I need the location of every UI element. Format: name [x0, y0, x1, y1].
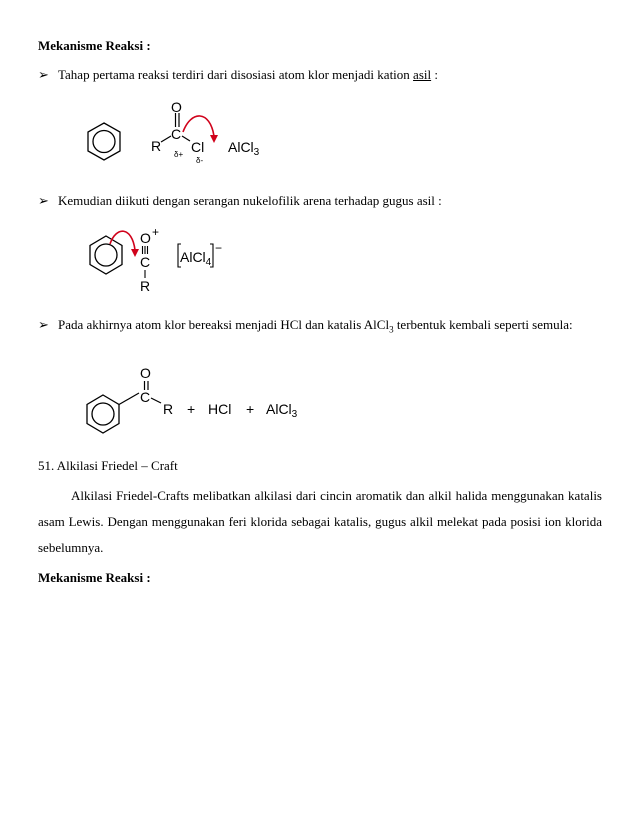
- scheme2-R: R: [140, 278, 151, 294]
- step3-suffix: terbentuk kembali seperti semula:: [393, 317, 573, 332]
- bullet-step-2: [38, 193, 442, 209]
- step1-suffix: :: [431, 67, 438, 82]
- benzene-ring-icon: [87, 395, 119, 433]
- section-title-51: 51. Alkilasi Friedel – Craft: [38, 458, 178, 473]
- paragraph-alkilasi: Alkilasi Friedel-Crafts melibatkan alkilasi dari cincin aromatik dan alkil halida menggunakan katalis asam Lewis. Dengan menggunakan feri klorida sebagai katalis, gugus alkil melekat pada posisi ion klorida sebelumnya.: [38, 488, 602, 555]
- scheme3-O: O: [140, 365, 151, 381]
- benzene-ring-icon: [88, 123, 120, 160]
- scheme-acyl-chloride-dissociation: [70, 96, 280, 176]
- step2-text: Kemudian diikuti dengan serangan nukelofilik arena terhadap gugus asil :: [58, 193, 442, 208]
- benzene-ring-icon: [90, 236, 122, 274]
- step3-subscript: 3: [389, 324, 394, 335]
- scheme3-R: R: [163, 401, 174, 417]
- arrowhead-icon: [210, 135, 218, 143]
- scheme1-delta-minus: δ-: [196, 156, 204, 165]
- bullet-arrow-icon: ➢: [38, 193, 49, 208]
- scheme3-HCl: HCl: [208, 401, 232, 417]
- scheme2-C: C: [140, 254, 151, 270]
- bullet-arrow-icon: ➢: [38, 317, 49, 332]
- scheme2-minus: −: [215, 241, 223, 255]
- scheme2-AlCl4: AlCl$_4$: [180, 249, 212, 268]
- scheme2-O: O: [140, 230, 151, 246]
- bullet-step-3: [38, 317, 573, 335]
- step1-text: Tahap pertama reaksi terdiri dari disosiasi atom klor menjadi kation: [58, 67, 414, 82]
- step3-text: Pada akhirnya atom klor bereaksi menjadi HCl dan katalis AlCl: [58, 317, 390, 332]
- scheme1-Cl: Cl: [191, 139, 205, 155]
- scheme3-plus-1: +: [187, 401, 196, 417]
- curved-arrow-icon: [183, 116, 214, 136]
- scheme1-R: R: [151, 138, 162, 154]
- arrowhead-icon: [131, 249, 139, 257]
- step1-underlined-word: asil: [413, 67, 432, 82]
- scheme3-AlCl3: AlCl$_3$: [266, 401, 298, 420]
- bullet-arrow-icon: ➢: [38, 67, 49, 82]
- scheme2-plus: +: [152, 225, 160, 239]
- scheme3-plus-2: +: [246, 401, 255, 417]
- heading-mekanisme-reaksi: Mekanisme Reaksi :: [38, 38, 151, 53]
- scheme1-O: O: [171, 99, 182, 115]
- scheme-nucleophilic-attack: [70, 220, 240, 300]
- scheme3-C: C: [140, 389, 151, 405]
- heading-mekanisme-reaksi-2: Mekanisme Reaksi :: [38, 570, 151, 585]
- scheme1-delta-plus: δ+: [174, 150, 184, 159]
- scheme1-C: C: [171, 126, 182, 142]
- bullet-step-1: [38, 67, 438, 83]
- scheme-product-formation: [70, 360, 310, 450]
- scheme1-AlCl3: AlCl$_3$: [228, 139, 260, 158]
